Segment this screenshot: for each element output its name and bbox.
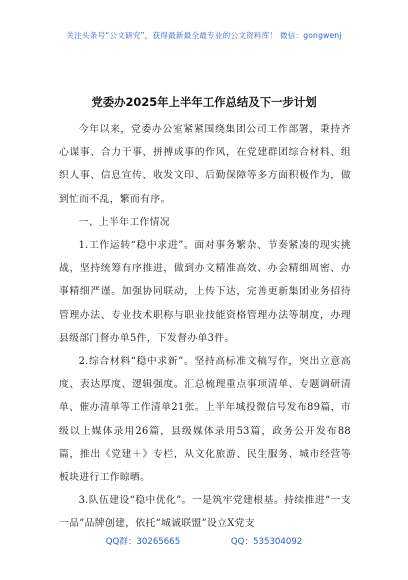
paragraph-intro: 今年以来，党委办公室紧紧围绕集团公司工作部署，秉持齐心谋事、合力干事、拼搏成事的作风，在党建群团综合材料、组织人事、信息宣传、收发文印、后勤保障等多方面积极作为，做到忙而不乱，繁而有序。 [59,124,351,205]
document-title: 党委办2025年上半年工作总结及下一步计划 [91,95,317,109]
paragraph-item-1: 1.工作运转“稳中求进”。面对事务繁杂、节奏紧凑的现实挑战，坚持统筹有序推进，做到办文精准高效、办会精细周密、办事精细严谨。加强协同联动，上传下达，完善更新集团业务招待管理办法、专业技术职称与职业技能资格管理办法等制度，办理县级部门督办单5件，下发督办单3件。 [59,240,351,344]
paragraph-item-3: 3.队伍建设“稳中优化”。一是筑牢党建根基。持续推进“一支一品”品牌创建，依托“城诚联盟”设立X党支 [59,495,351,530]
paragraph-item-2: 2.综合材料“稳中求新”。坚持高标准文稿写作，突出立意高度、表达厚度、逻辑强度。汇总梳理重点事项清单、专题调研清单、催办清单等工作清单21张。上半年城投微信号发布89篇，市级以上媒体录用26篇，县级媒体录用53篇，政务公开发布88篇，推出《党建＋》专栏，从文化旅游、民生服务、城市经营等板块进行工作晾晒。 [59,356,351,484]
footer-contact [0,535,408,547]
header-promo-note: 关注头条号“公文研究”，获得最新最全最专业的公文资料库！ 微信：gongwenj [66,31,342,40]
section-heading: 一、上半年工作情况 [78,216,170,228]
footer-qq-group: QQ群：30265665 [105,537,181,547]
footer-qq: QQ：535304092 [230,537,303,547]
document-body [59,118,351,536]
